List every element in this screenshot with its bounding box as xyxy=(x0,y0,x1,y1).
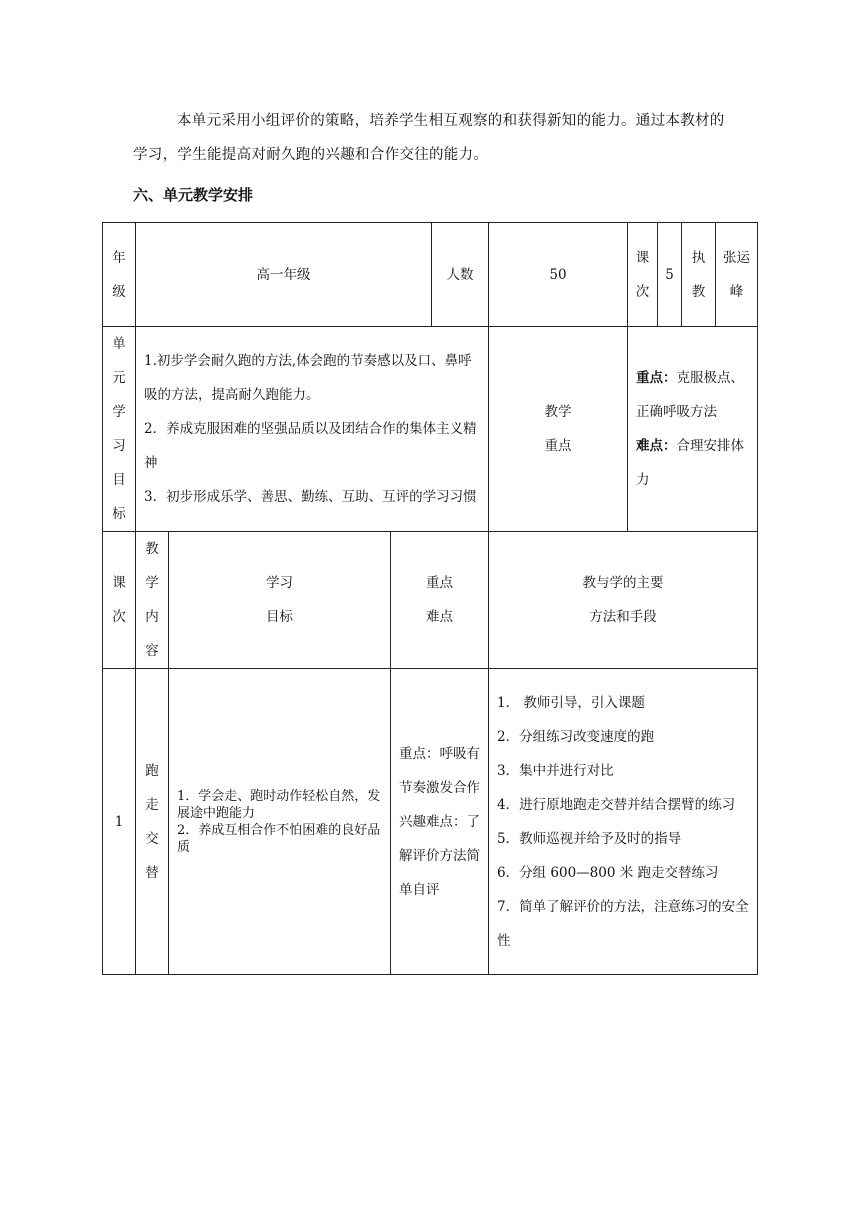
lesson-header: 课次 xyxy=(103,532,136,669)
unit-plan-table xyxy=(102,222,758,975)
method-item: 3．集中并进行对比 xyxy=(497,762,614,779)
key-point-text: 克服极点、正确呼吸方法 xyxy=(636,370,745,420)
method-item: 5．教师巡视并给予及时的指导 xyxy=(497,830,682,847)
header-info-row xyxy=(103,223,758,327)
key-header-line1: 重点 xyxy=(426,575,453,591)
unit-goal-item: 3．初步形成乐学、善思、勤练、互助、互评的学习习惯 xyxy=(144,489,477,505)
teacher-value: 张运峰 xyxy=(716,223,758,327)
intro-paragraph: 本单元采用小组评价的策略，培养学生相互观察的和获得新知的能力。通过本教材的学习，学生能提高对耐久跑的兴趣和合作交往的能力。 xyxy=(133,113,725,163)
method-item: 6．分组 600—800 米 跑走交替练习 xyxy=(497,864,719,881)
content-header: 教学内容 xyxy=(136,532,169,669)
lesson-content: 跑走交替 xyxy=(136,669,169,975)
key-label-line1: 教学 xyxy=(544,404,572,420)
column-header-row xyxy=(103,532,758,669)
lesson-goal-item: 2．养成互相合作不怕困难的良好品质 xyxy=(177,822,381,855)
lessons-value: 5 xyxy=(658,223,682,327)
goal-header xyxy=(169,532,391,669)
method-item: 1． 教师引导，引入课题 xyxy=(497,694,645,711)
method-header xyxy=(489,532,758,669)
key-label-line2: 重点 xyxy=(544,438,572,454)
goal-header-line1: 学习 xyxy=(266,575,293,591)
table-row xyxy=(103,669,758,975)
method-item: 2．分组练习改变速度的跑 xyxy=(497,728,655,745)
key-header-line2: 难点 xyxy=(426,609,453,625)
lesson-goal-item: 1．学会走、跑时动作轻松自然，发展途中跑能力 xyxy=(177,788,381,821)
method-item: 7．简单了解评价的方法，注意练习的安全性 xyxy=(497,898,749,949)
unit-goals-label: 单元学习目标 xyxy=(103,327,136,532)
lessons-label: 课次 xyxy=(628,223,658,327)
lesson-goals-cell xyxy=(169,669,391,975)
method-header-line1: 教与学的主要 xyxy=(582,575,664,591)
people-value: 50 xyxy=(489,223,628,327)
key-points-cell xyxy=(628,327,758,532)
key-header xyxy=(391,532,489,669)
method-item: 4．进行原地跑走交替并结合摆臂的练习 xyxy=(497,796,736,813)
unit-goals-row xyxy=(103,327,758,532)
goal-header-line2: 目标 xyxy=(266,609,293,625)
difficulty-bold: 难点： xyxy=(636,438,677,454)
section-heading: 六、单元教学安排 xyxy=(133,186,254,204)
lesson-number: 1 xyxy=(103,669,136,975)
unit-goals-cell xyxy=(136,327,489,532)
difficulty-text: 合理安排体力 xyxy=(636,438,745,488)
people-label: 人数 xyxy=(432,223,489,327)
grade-label: 年级 xyxy=(103,223,136,327)
grade-value: 高一年级 xyxy=(136,223,432,327)
unit-goal-item: 2．养成克服困难的坚强品质以及团结合作的集体主义精神 xyxy=(144,421,477,471)
lesson-methods-cell xyxy=(489,669,758,975)
method-header-line2: 方法和手段 xyxy=(589,609,657,625)
key-label-cell xyxy=(489,327,628,532)
lesson-key-cell: 重点：呼吸有节奏激发合作兴趣难点：了解评价方法简单自评 xyxy=(391,669,489,975)
key-point-bold: 重点： xyxy=(636,370,677,386)
teacher-label: 执教 xyxy=(682,223,716,327)
unit-goal-item: 1.初步学会耐久跑的方法,体会跑的节奏感以及口、鼻呼吸的方法，提高耐久跑能力。 xyxy=(144,353,472,403)
